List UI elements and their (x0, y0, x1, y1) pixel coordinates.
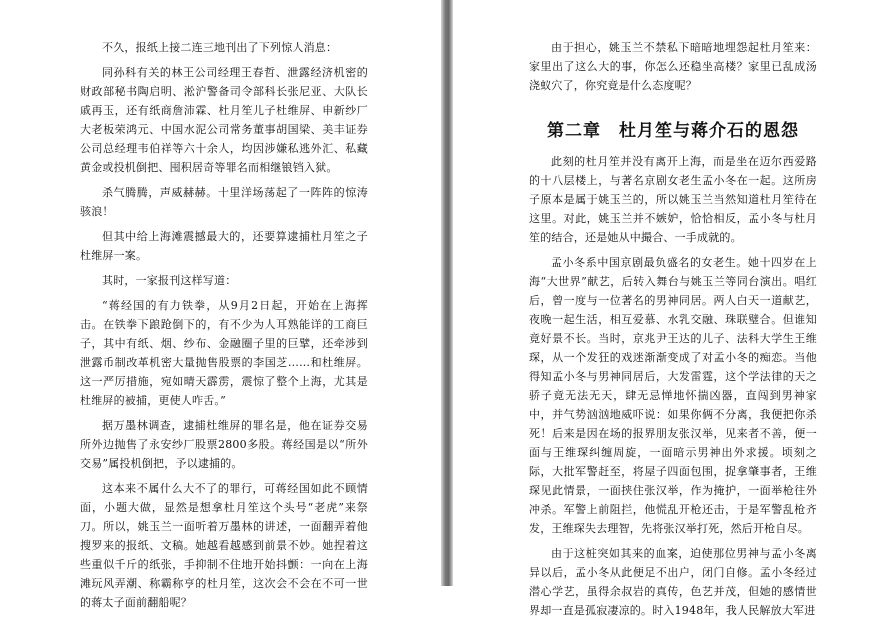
paragraph: 但其中给上海滩震撼最大的，还要算逮捕杜月笙之子杜维屏一案。 (80, 230, 368, 262)
paragraph: 杀气腾腾，声威赫赫。十里洋场荡起了一阵阵的惊涛骇浪！ (80, 186, 368, 218)
chapter-title: 第二章 杜月笙与蒋介石的恩怨 (547, 121, 799, 141)
paragraph: 由于担心，姚玉兰不禁私下暗暗地埋怨起杜月笙来：家里出了这么大的事，你怎么还稳坐高楼？家里已乱成汤浇蚁穴了，你究竟是什么态度呢？ (529, 41, 817, 92)
paragraph: 据万墨林调查，逮捕杜维屏的罪名是，他在证券交易所外边抛售了永安纱厂股票2800多股。蒋经国是以“所外交易”属投机倒把，予以逮捕的。 (80, 419, 368, 470)
page-gutter (441, 0, 453, 586)
paragraph: “蒋经国的有力铁拳，从9月2日起，开始在上海挥击。在铁拳下踉跄倒下的，有不少为人耳熟能详的工商巨子，其中有纸、烟、纱布、金融圈子里的巨擘，还牵涉到泄露币制改革机密大量抛售股票的李国芝……和杜维屏。这一严厉措施，宛如晴天霹雳，震惊了整个上海，尤其是杜维屏的被捕，更使人咋舌。” (80, 299, 368, 407)
paragraph: 这本来不属什么大不了的罪行，可蒋经国如此不顾情面，小题大做，显然是想拿杜月笙这个头号“老虎”来祭刀。所以，姚玉兰一面听着万墨林的讲述，一面翻弄着他搜罗来的报纸、文稿。她越看越感到前景不妙。她捏着这些重似千斤的纸张，手抑制不住地开始抖颤：一向在上海滩玩风弄潮、称霸称亨的杜月笙，这次会不会在不可一世的蒋太子面前翻船呢？ (80, 482, 368, 609)
left-page (0, 0, 441, 609)
left-text-column (80, 38, 368, 612)
right-text-column (529, 38, 817, 620)
paragraph: 其时，一家报刊这样写道： (102, 274, 237, 287)
paragraph: 由于这桩突如其来的血案，迫使那位男神与孟小冬离异以后，孟小冬从此便足不出户，闭门自修。孟小冬经过潜心学艺，虽得余叔岩的真传，色艺并茂，但她的感情世界却一直是孤寂凄凉的。时入1948年，我人民解放大军进 (529, 547, 817, 617)
paragraph: 孟小冬系中国京剧最负盛名的女老生。她十四岁在上海“大世界”献艺，后转入舞台与姚玉兰等同台演出。唱红后，曾一度与一位著名的男神同居。两人白天一道献艺，夜晚一起生活，相互爱慕、水乳交融、珠联璧合。但谁知竟好景不长。当时，京兆尹王达的儿子、法科大学生王维琛，从一个发狂的戏迷渐渐变成了对孟小冬的痴恋。当他得知孟小冬与男神同居后，大发雷霆，这个学法律的天之骄子竟无法无天，肆无忌惮地怀揣凶器，直闯到男神家中，并气势汹汹地威吓说：如果你俩不分离，我便把你杀死！后来是因在场的报界朋友张汉举，见来者不善，便一面与王维琛纠缠周旋，一面暗示男神出外求援。顷刻之际，大批军警赶至，将屋子四面包围，捉拿肇事者，王维琛见此情景，一面挟住张汉举，作为掩护，一面举枪往外冲杀。军警上前阻拦，他慌乱开枪还击，于是军警乱枪齐发，王维琛失去理智，先将张汉举打死，然后开枪自尽。 (529, 256, 817, 535)
right-page (453, 0, 893, 617)
paragraph: 同孙科有关的林王公司经理王春哲、泄露经济机密的财政部秘书陶启明、淞沪警备司令部科长张尼亚、大队长戚再玉，还有纸商詹沛霖、杜月笙儿子杜维屏、申新纱厂大老板荣鸿元、中国水泥公司常务董事胡国梁、美丰证券公司总经理韦伯祥等六十余人，均因涉嫌私逃外汇、私藏黄金或投机倒把、囤积居奇等罪名而相继锒铛入狱。 (80, 66, 368, 174)
paragraph: 此刻的杜月笙并没有离开上海，而是坐在迈尔西爱路的十八层楼上，与著名京剧女老生孟小冬在一起。这所房子原本是属于姚玉兰的，所以姚玉兰当然知道杜月笙待在这里。对此，姚玉兰并不嫉妒，恰恰相反，孟小冬与杜月笙的结合，还是她从中撮合、一手成就的。 (529, 155, 817, 244)
paragraph: 不久，报纸上接二连三地刊出了下列惊人消息： (102, 41, 338, 54)
